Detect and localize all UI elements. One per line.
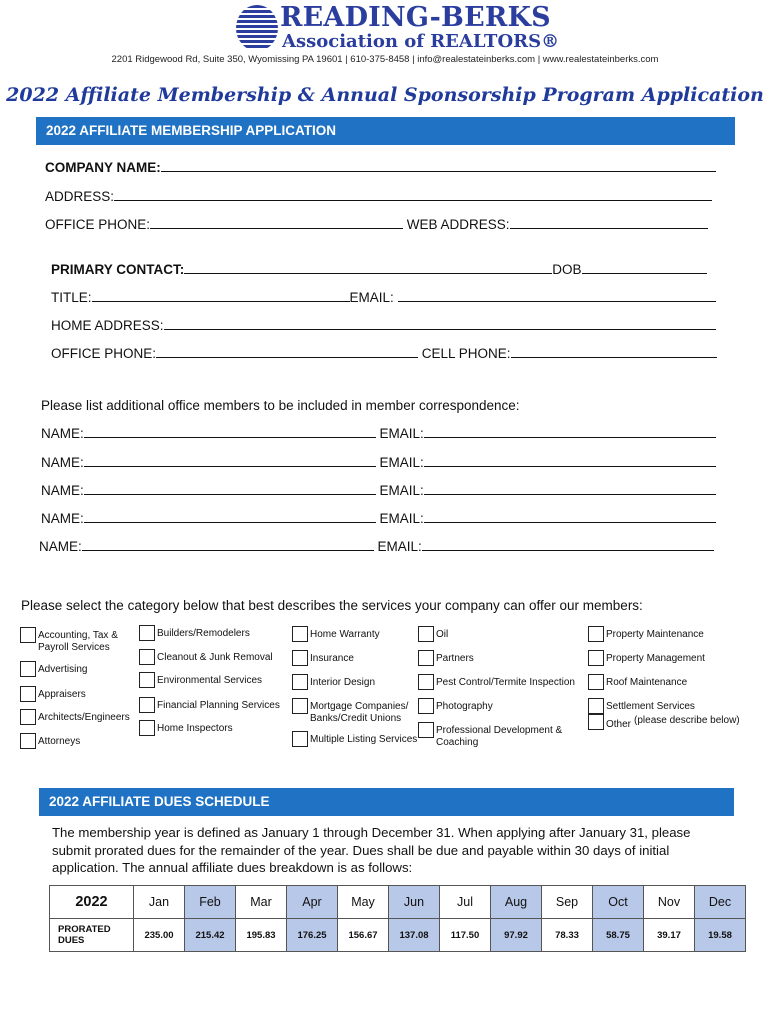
prorated-dues-label: PRORATED DUES [50, 919, 134, 952]
month-header-jun: Jun [389, 886, 440, 919]
membership-section-heading: 2022 AFFILIATE MEMBERSHIP APPLICATION [36, 117, 735, 145]
category-accounting-tax-payroll-services[interactable] [20, 627, 118, 653]
category-checkbox[interactable] [292, 731, 308, 747]
category-checkbox[interactable] [20, 733, 36, 749]
category-label: Home Warranty [310, 629, 380, 640]
category-label: Home Inspectors [157, 723, 233, 734]
month-header-sep: Sep [542, 886, 593, 919]
member-name-label: NAME: [41, 455, 84, 470]
globe-stripes-icon [236, 4, 278, 52]
primary-contact-field[interactable] [51, 262, 707, 277]
category-label: Insurance [310, 653, 354, 664]
dues-value-sep: 78.33 [542, 919, 593, 952]
dues-value-jun: 137.08 [389, 919, 440, 952]
category-attorneys[interactable] [20, 733, 80, 749]
home-address-field[interactable] [51, 318, 716, 333]
category-checkbox[interactable] [588, 674, 604, 690]
address-field[interactable] [45, 189, 712, 204]
member-row[interactable] [39, 539, 714, 554]
web-address-label: WEB ADDRESS: [406, 217, 510, 232]
category-mortgage-companies-banks-credit-unions[interactable] [292, 698, 408, 724]
category-checkbox[interactable] [418, 650, 434, 666]
category-settlement-services[interactable] [588, 698, 695, 714]
category-checkbox[interactable] [588, 650, 604, 666]
category-home-warranty[interactable] [292, 626, 380, 642]
category-label: Property Management [606, 653, 705, 664]
category-checkbox[interactable] [588, 626, 604, 642]
category-oil[interactable] [418, 626, 448, 642]
office-cell-phone-field[interactable] [51, 346, 717, 361]
dues-value-feb: 215.42 [185, 919, 236, 952]
category-label: Appraisers [38, 689, 86, 700]
category-checkbox[interactable] [292, 650, 308, 666]
category-checkbox[interactable] [418, 722, 434, 738]
member-row[interactable] [41, 455, 716, 470]
month-header-may: May [338, 886, 389, 919]
contact-info: 2201 Ridgewood Rd, Suite 350, Wyomissing PA 19601 | 610-375-8458 | info@realestateinberks.com | www.realestateinberks.com [111, 54, 659, 65]
dues-values-row [50, 919, 746, 952]
category-checkbox[interactable] [20, 686, 36, 702]
category-cleanout-junk-removal[interactable] [139, 649, 273, 665]
category-appraisers[interactable] [20, 686, 86, 702]
title-label: TITLE: [51, 290, 92, 305]
office-phone-label-2: OFFICE PHONE: [51, 346, 157, 361]
month-header-feb: Feb [185, 886, 236, 919]
category-checkbox[interactable] [292, 698, 308, 714]
category-environmental-services[interactable] [139, 672, 262, 688]
category-home-inspectors[interactable] [139, 720, 233, 736]
dues-table [49, 885, 746, 952]
dues-value-mar: 195.83 [236, 919, 287, 952]
category-label: Photography [436, 701, 493, 712]
category-label: Other [606, 719, 632, 730]
member-email-label: EMAIL: [373, 539, 422, 554]
category-label: Architects/Engineers [38, 712, 130, 723]
month-header-mar: Mar [236, 886, 287, 919]
month-header-jan: Jan [134, 886, 185, 919]
category-label: Builders/Remodelers [157, 628, 250, 639]
category-label: Property Maintenance [606, 629, 704, 640]
member-name-label: NAME: [41, 426, 84, 441]
dues-year: 2022 [50, 886, 134, 919]
member-email-label: EMAIL: [375, 483, 424, 498]
member-name-label: NAME: [41, 483, 84, 498]
dues-section-heading: 2022 AFFILIATE DUES SCHEDULE [39, 788, 734, 816]
category-checkbox[interactable] [418, 674, 434, 690]
category-other[interactable] [588, 714, 740, 731]
dues-value-apr: 176.25 [287, 919, 338, 952]
cell-phone-label: CELL PHONE: [421, 346, 511, 361]
dues-value-jan: 235.00 [134, 919, 185, 952]
category-checkbox[interactable] [292, 674, 308, 690]
category-checkbox[interactable] [418, 626, 434, 642]
month-header-jul: Jul [440, 886, 491, 919]
category-financial-planning-services[interactable] [139, 697, 280, 713]
org-subname: Association of REALTORS® [282, 31, 560, 52]
dob-label: DOB [552, 262, 582, 277]
category-checkbox[interactable] [139, 697, 155, 713]
category-checkbox[interactable] [20, 709, 36, 725]
address-label: ADDRESS: [45, 189, 115, 204]
category-photography[interactable] [418, 698, 493, 714]
category-label: Environmental Services [157, 675, 263, 686]
member-name-label: NAME: [39, 539, 82, 554]
member-row[interactable] [41, 426, 716, 441]
category-pest-control-termite-inspection[interactable] [418, 674, 575, 690]
category-checkbox[interactable] [139, 672, 155, 688]
category-label: Settlement Services [606, 701, 695, 712]
category-checkbox[interactable] [20, 627, 36, 643]
category-property-maintenance[interactable] [588, 626, 704, 642]
office-phone-label: OFFICE PHONE: [45, 217, 151, 232]
org-name: READING-BERKS [280, 2, 551, 33]
category-label: Financial Planning Services [157, 700, 280, 711]
category-label: Pest Control/Termite Inspection [436, 677, 575, 688]
month-header-dec: Dec [695, 886, 746, 919]
category-label: Advertising [38, 664, 88, 675]
member-row[interactable] [41, 483, 716, 498]
category-label: Roof Maintenance [606, 677, 688, 688]
email-label: EMAIL: [349, 290, 394, 305]
category-checkbox[interactable] [588, 714, 604, 730]
category-partners[interactable] [418, 650, 474, 666]
category-checkbox[interactable] [139, 649, 155, 665]
category-property-management[interactable] [588, 650, 705, 666]
month-header-aug: Aug [491, 886, 542, 919]
category-advertising[interactable] [20, 661, 87, 677]
category-label: Mortgage Companies/ Banks/Credit Unions [310, 701, 409, 724]
category-professional-development-coaching[interactable] [418, 722, 562, 748]
category-checkbox[interactable] [418, 698, 434, 714]
association-logo [236, 2, 560, 54]
category-checkbox[interactable] [292, 626, 308, 642]
month-header-apr: Apr [287, 886, 338, 919]
other-note: (please describe below) [634, 715, 740, 726]
dues-value-nov: 39.17 [644, 919, 695, 952]
member-row[interactable] [41, 511, 716, 526]
category-label: Partners [436, 653, 474, 664]
category-interior-design[interactable] [292, 674, 375, 690]
dues-description: The membership year is defined as January 1 through December 31. When applying after January 31, please submit prorated dues for the remainder of the year. Dues shall be due and payable within 30 days of initial application. The annual affiliate dues breakdown is as follows: [52, 825, 691, 875]
company-name-label: COMPANY NAME: [45, 160, 161, 175]
category-roof-maintenance[interactable] [588, 674, 687, 690]
member-email-label: EMAIL: [375, 455, 424, 470]
category-checkbox[interactable] [139, 720, 155, 736]
category-label: Attorneys [38, 736, 81, 747]
member-email-label: EMAIL: [375, 426, 424, 441]
member-email-label: EMAIL: [375, 511, 424, 526]
category-checkbox[interactable] [139, 625, 155, 641]
office-phone-field[interactable] [45, 217, 708, 232]
category-builders-remodelers[interactable] [139, 625, 250, 641]
dues-value-jul: 117.50 [440, 919, 491, 952]
month-header-oct: Oct [593, 886, 644, 919]
dues-value-aug: 97.92 [491, 919, 542, 952]
category-label: Multiple Listing Services [310, 734, 418, 745]
category-checkbox[interactable] [20, 661, 36, 677]
home-address-label: HOME ADDRESS: [51, 318, 164, 333]
dues-value-may: 156.67 [338, 919, 389, 952]
month-header-nov: Nov [644, 886, 695, 919]
category-label: Interior Design [310, 677, 376, 688]
category-insurance[interactable] [292, 650, 354, 666]
category-label: Professional Development & Coaching [436, 725, 563, 748]
additional-members-prompt: Please list additional office members to be included in member correspondence: [41, 398, 520, 413]
page-title: 2022 Affiliate Membership & Annual Sponsorship Program Application [6, 84, 764, 106]
company-name-field[interactable] [45, 160, 716, 175]
category-prompt: Please select the category below that best describes the services your company can offer our members: [21, 598, 643, 613]
category-label: Oil [436, 629, 449, 640]
dues-value-dec: 19.58 [695, 919, 746, 952]
dues-header-row [50, 886, 746, 919]
title-email-field[interactable] [51, 290, 716, 305]
category-multiple-listing-services[interactable] [292, 731, 417, 747]
member-name-label: NAME: [41, 511, 84, 526]
dues-value-oct: 58.75 [593, 919, 644, 952]
category-checkbox[interactable] [588, 698, 604, 714]
category-label: Cleanout & Junk Removal [157, 652, 273, 663]
category-architects-engineers[interactable] [20, 709, 130, 725]
primary-contact-label: PRIMARY CONTACT: [51, 262, 185, 277]
category-label: Accounting, Tax & Payroll Services [38, 630, 118, 653]
